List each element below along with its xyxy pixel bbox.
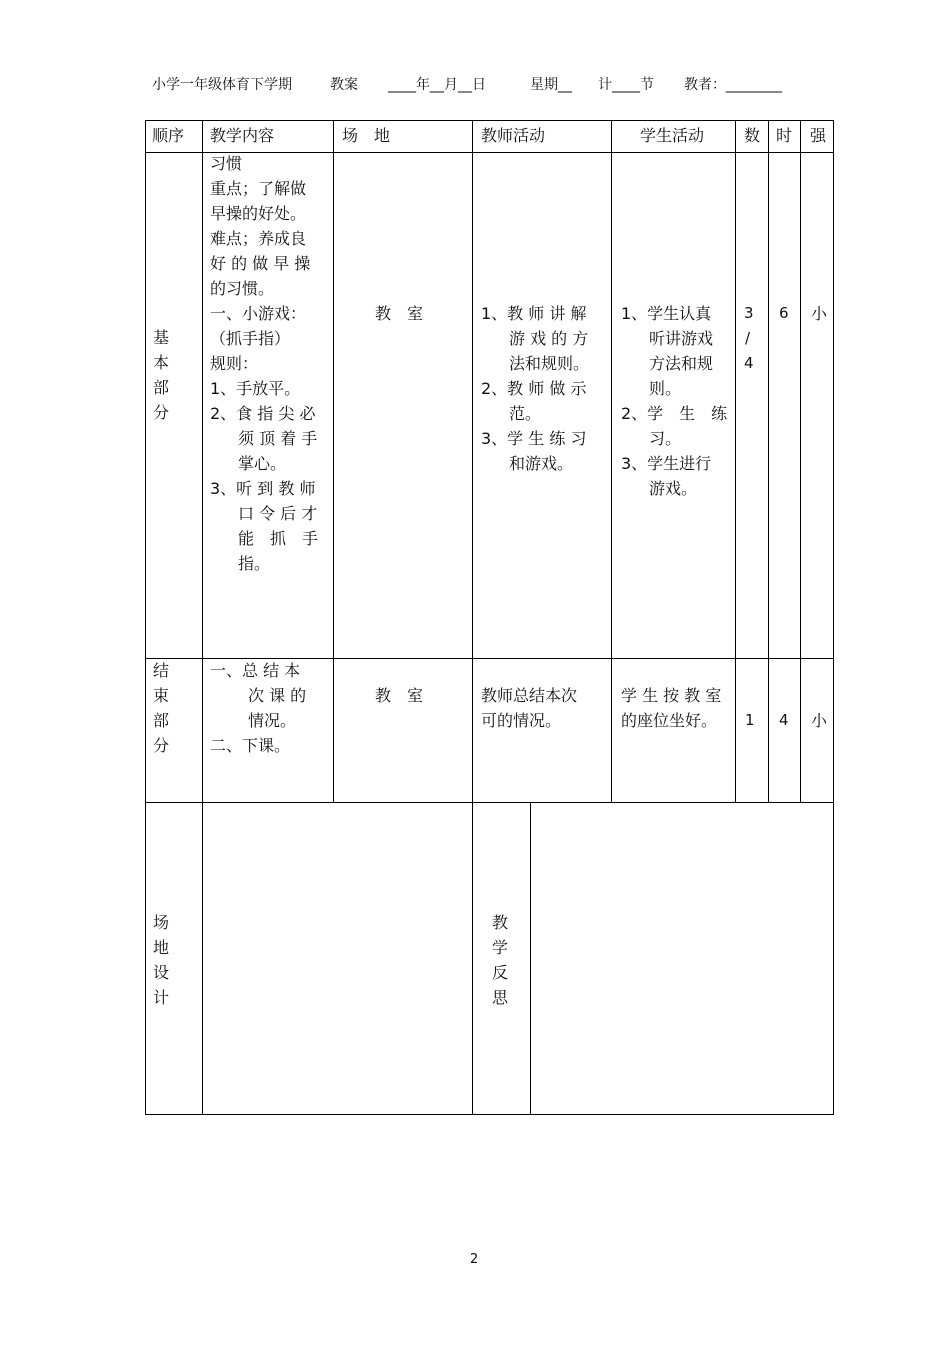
basic-teacher-line: 法和规则。 [509, 354, 590, 373]
basic-student-line: 2、学 生 练 [621, 404, 728, 423]
basic-content-line: 早操的好处。 [210, 204, 307, 223]
header-date: ____年__月__日 [388, 77, 486, 93]
basic-order-1: 本 [153, 353, 170, 372]
basic-teacher-line: 和游戏。 [509, 454, 574, 473]
reflection-area [531, 803, 833, 1114]
ending-intensity: 小 [811, 711, 828, 730]
basic-content-line: 的习惯。 [210, 279, 275, 298]
design-label-2: 设 [153, 963, 170, 982]
reflection-label-0: 教 [492, 913, 509, 932]
basic-student-line: 3、学生进行 [621, 454, 712, 473]
ending-teacher-line: 教师总结本次 [481, 686, 578, 705]
header-teacher: 教者：________ [684, 77, 782, 93]
basic-student-line: 游戏。 [649, 479, 698, 498]
ending-student-line: 学 生 按 教 室 [621, 686, 722, 705]
v-line-count [735, 120, 736, 802]
h-line-header [145, 152, 834, 153]
basic-content-line: 口 令 后 才 [238, 504, 318, 523]
ending-count: 1 [745, 711, 755, 729]
basic-content-line: 须 顶 着 手 [238, 429, 318, 448]
ending-content-line: 一、总 结 本 [210, 661, 301, 680]
basic-teacher-line: 游 戏 的 方 [509, 329, 589, 348]
col-header-student: 学生活动 [640, 126, 705, 145]
h-line-top [145, 120, 834, 121]
page-number: 2 [470, 1252, 479, 1267]
h-line-bottom [145, 1114, 834, 1115]
basic-teacher-line: 2、教 师 做 示 [481, 379, 587, 398]
ending-order-2: 部 [153, 711, 170, 730]
col-header-time: 时 [776, 126, 793, 145]
basic-order-3: 分 [153, 403, 170, 422]
header-course: 小学一年级体育下学期 [152, 77, 292, 93]
reflection-label-2: 反 [492, 963, 509, 982]
v-line-time [768, 120, 769, 802]
basic-count-2: 4 [744, 354, 754, 372]
design-label-3: 计 [153, 988, 170, 1007]
basic-content-line: 1、手放平。 [210, 379, 301, 398]
basic-content-line: 能 抓 手 [238, 529, 319, 548]
basic-content-line: 难点；养成良 [210, 229, 307, 248]
basic-intensity: 小 [811, 304, 828, 323]
basic-venue: 教 室 [375, 304, 424, 323]
v-line-intensity [800, 120, 801, 802]
basic-count: 3 [744, 304, 754, 322]
basic-content-line: 习惯 [210, 154, 243, 173]
design-label-0: 场 [153, 913, 170, 932]
basic-teacher-line: 3、学 生 练 习 [481, 429, 587, 448]
basic-teacher-line: 1、教 师 讲 解 [481, 304, 587, 323]
ending-student-line: 的座位坐好。 [621, 711, 718, 730]
basic-content-line: 好 的 做 早 操 [210, 254, 311, 273]
col-header-content: 教学内容 [210, 126, 275, 145]
ending-content-line: 情况。 [248, 711, 297, 730]
v-line-right [833, 120, 834, 1115]
basic-order-0: 基 [153, 328, 170, 347]
header-doc-type: 教案 [330, 77, 358, 93]
v-line-teacher [472, 120, 473, 1115]
v-line-student [611, 120, 612, 802]
ending-content-line: 次 课 的 [248, 686, 307, 705]
basic-count-slash: / [745, 329, 751, 347]
ending-time: 4 [779, 711, 789, 729]
design-label-1: 地 [153, 938, 170, 957]
basic-content-line: 规则： [210, 354, 259, 373]
ending-venue: 教 室 [375, 686, 424, 705]
basic-student-line: 方法和规 [649, 354, 714, 373]
basic-content-line: （抓手指） [210, 329, 291, 348]
ending-teacher-line: 可的情况。 [481, 711, 562, 730]
v-line-left [145, 120, 146, 1115]
reflection-label-1: 学 [492, 938, 509, 957]
basic-student-line: 习。 [649, 429, 682, 448]
basic-time: 6 [779, 304, 789, 322]
ending-order-3: 分 [153, 736, 170, 755]
col-header-order: 顺序 [152, 126, 185, 145]
ending-content-line: 二、下课。 [210, 736, 291, 755]
reflection-label-3: 思 [492, 988, 509, 1007]
basic-student-line: 听讲游戏 [649, 329, 714, 348]
v-line-content [333, 120, 334, 802]
basic-content-line: 掌心。 [238, 454, 287, 473]
basic-order-2: 部 [153, 378, 170, 397]
col-header-count: 数 [744, 126, 761, 145]
basic-content-line: 2、食 指 尖 必 [210, 404, 316, 423]
basic-content-line: 一、小游戏： [210, 304, 307, 323]
design-area [203, 803, 472, 1114]
col-header-venue: 场 地 [342, 126, 391, 145]
basic-content-line: 指。 [238, 554, 271, 573]
header-total-lessons: 计____节 [598, 77, 654, 93]
basic-teacher-line: 范。 [509, 404, 542, 423]
header-weekday: 星期__ [530, 77, 572, 93]
ending-order-1: 束 [153, 686, 170, 705]
basic-student-line: 则。 [649, 379, 682, 398]
col-header-intensity: 强 [810, 126, 827, 145]
basic-student-line: 1、学生认真 [621, 304, 712, 323]
basic-content-line: 重点；了解做 [210, 179, 307, 198]
col-header-teacher: 教师活动 [481, 126, 546, 145]
ending-order-0: 结 [153, 661, 170, 680]
basic-content-line: 3、听 到 教 师 [210, 479, 316, 498]
